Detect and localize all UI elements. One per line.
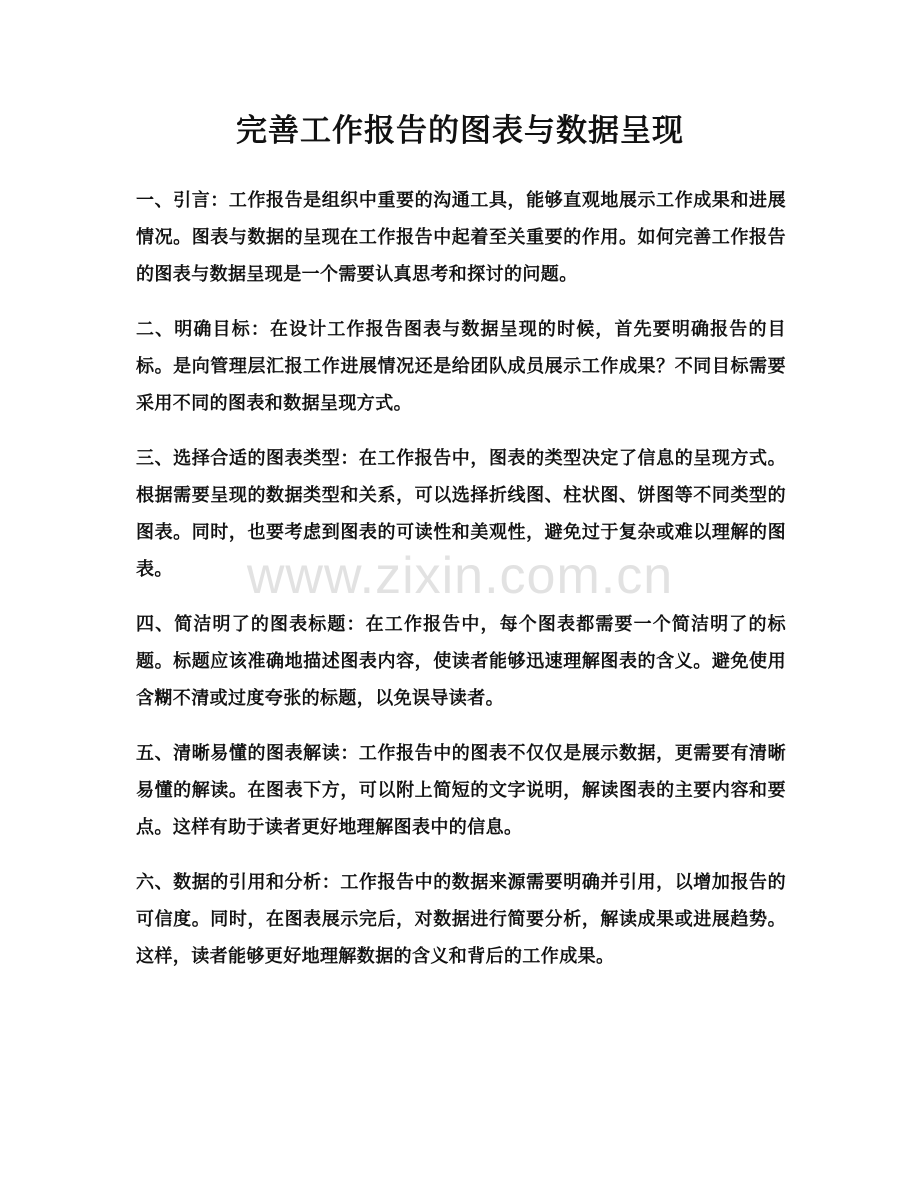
paragraph-chart-titles: 四、简洁明了的图表标题：在工作报告中，每个图表都需要一个简洁明了的标题。标题应该准确地描述图表内容，使读者能够迅速理解图表的含义。避免使用含糊不清或过度夸张的标题，以免误导读者。: [136, 614, 786, 709]
paragraph-chart-types: 三、选择合适的图表类型：在工作报告中，图表的类型决定了信息的呈现方式。根据需要呈现的数据类型和关系，可以选择折线图、柱状图、饼图等不同类型的图表。同时，也要考虑到图表的可读性和美观性，避免过于复杂或难以理解的图表。: [136, 448, 786, 580]
paragraph-introduction: 一、引言：工作报告是组织中重要的沟通工具，能够直观地展示工作成果和进展情况。图表与数据的呈现在工作报告中起着至关重要的作用。如何完善工作报告的图表与数据呈现是一个需要认真思考和探讨的问题。: [136, 190, 786, 285]
document-body: [136, 182, 786, 993]
watermark: www.zixin.com.cn: [246, 547, 674, 605]
paragraph-define-goals: 二、明确目标：在设计工作报告图表与数据呈现的时候，首先要明确报告的目标。是向管理层汇报工作进展情况还是给团队成员展示工作成果？不同目标需要采用不同的图表和数据呈现方式。: [136, 319, 786, 414]
paragraph-chart-interpretation: 五、清晰易懂的图表解读：工作报告中的图表不仅仅是展示数据，更需要有清晰易懂的解读。在图表下方，可以附上简短的文字说明，解读图表的主要内容和要点。这样有助于读者更好地理解图表中的信息。: [136, 743, 786, 838]
paragraph-data-citation: 六、数据的引用和分析：工作报告中的数据来源需要明确并引用，以增加报告的可信度。同时，在图表展示完后，对数据进行简要分析，解读成果或进展趋势。这样，读者能够更好地理解数据的含义和背后的工作成果。: [136, 872, 786, 967]
document-title: 完善工作报告的图表与数据呈现: [236, 113, 684, 149]
